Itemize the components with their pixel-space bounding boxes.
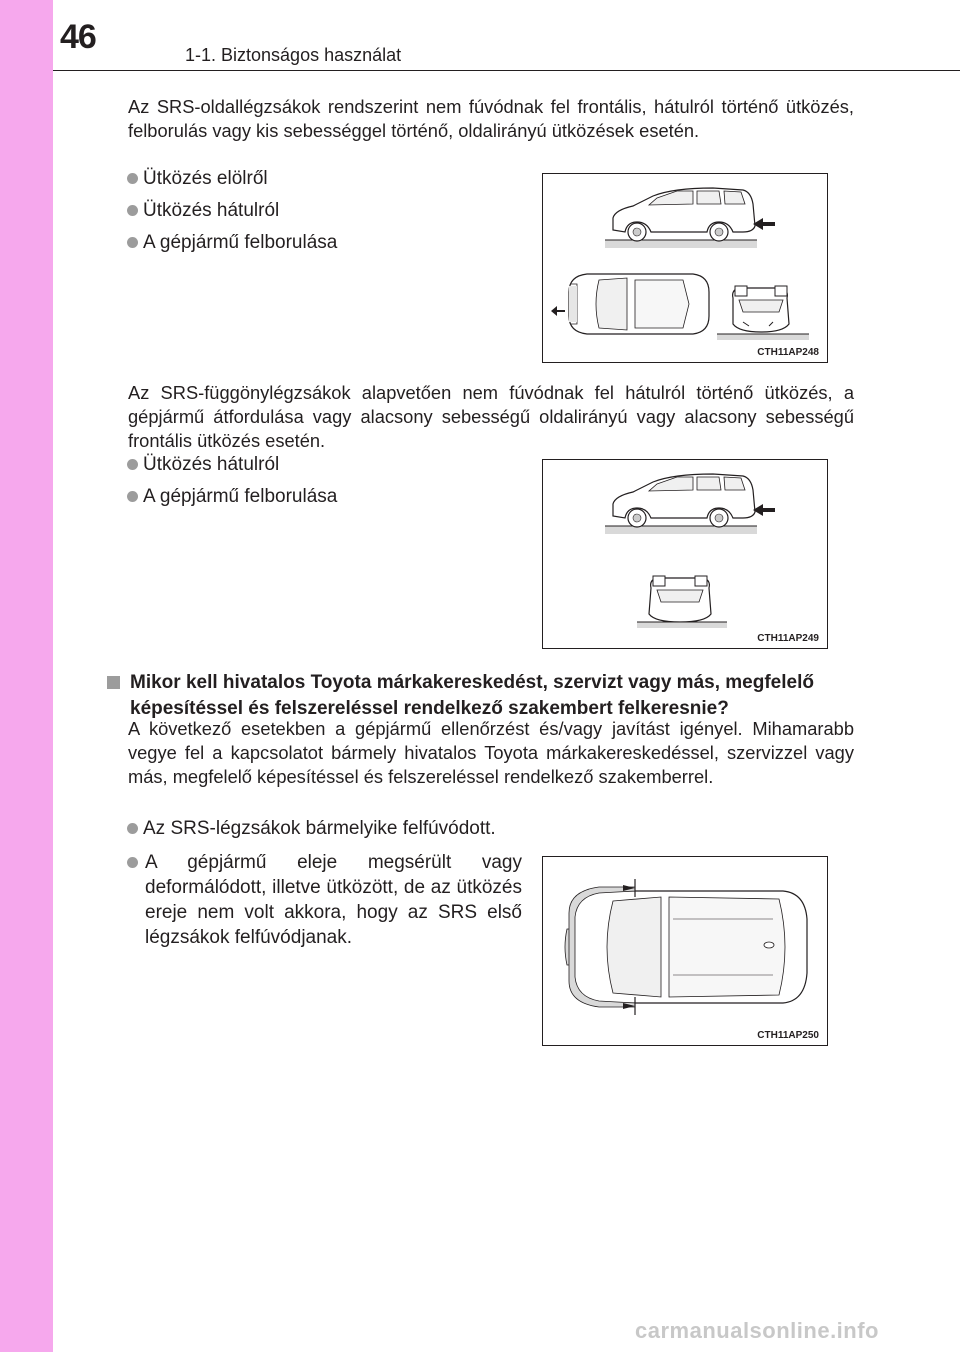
figure-front-damage — [542, 856, 828, 1046]
bullet-text: Az SRS-légzsákok bármelyike felfúvódott. — [143, 818, 496, 839]
list-item — [127, 228, 337, 258]
list-item — [127, 196, 279, 226]
bullet-icon — [127, 173, 138, 184]
bullet-icon — [127, 237, 138, 248]
paragraph-service: A következő esetekben a gépjármű ellenőrzést és/vagy javítást igényel. Mihamarabb vegye fel a kapcsolatot bármely hivatalos Toyota márkakereskedéssel, szervizzel vagy más, megfelelő képesítéssel és felszereléssel rendelkező szakemberrel. — [128, 718, 854, 787]
bullet-icon — [127, 205, 138, 216]
bullet-text: Ütközés elölről — [143, 168, 268, 189]
paragraph-curtain-airbags: Az SRS-függönylégzsákok alapvetően nem fúvódnak fel hátulról történő ütközés, a gépjármű átfordulása vagy alacsony sebességű oldalirányú vagy alacsony sebességű frontális ütközés esetén. — [128, 382, 854, 451]
header-divider — [53, 70, 960, 71]
bullet-icon — [127, 491, 138, 502]
list-item — [127, 814, 496, 844]
figure-code: CTH11AP249 — [757, 633, 819, 644]
list-item — [127, 482, 337, 512]
list-item — [127, 164, 268, 194]
bullet-text: A gépjármű felborulása — [143, 232, 338, 253]
section-title: 1-1. Biztonságos használat — [185, 45, 402, 65]
bullet-text: A gépjármű felborulása — [143, 486, 338, 507]
heading-text: Mikor kell hivatalos Toyota márkakereskedést, szervizt vagy más, megfelelő képesítéssel és felszereléssel rendelkező szakembert felkeresnie? — [130, 672, 814, 719]
car-collision-illustration — [543, 460, 829, 650]
figure-code: CTH11AP250 — [757, 1030, 819, 1041]
page-number: 46 — [60, 18, 96, 56]
footer-watermark: carmanualsonline.info — [635, 1318, 879, 1343]
bullet-text: A gépjármű eleje megsérült vagy deformálódott, illetve ütközött, de az ütközés ereje nem volt akkora, hogy az SRS első légzsákok felfúvódjanak. — [145, 852, 522, 948]
figure-code: CTH11AP248 — [757, 347, 819, 358]
car-collision-illustration — [543, 174, 829, 364]
car-top-view-illustration — [543, 857, 829, 1047]
bullet-icon — [127, 857, 138, 868]
paragraph-side-airbags: Az SRS-oldallégzsákok rendszerint nem fúvódnak fel frontális, hátulról történő ütközés, felborulás vagy kis sebességgel történő, oldalirányú ütközések esetén. — [128, 96, 854, 141]
sidebar-tab — [0, 0, 53, 1352]
bullet-text: Ütközés hátulról — [143, 200, 280, 221]
list-item — [127, 850, 522, 950]
bullet-icon — [127, 823, 138, 834]
figure-curtain-airbag-collisions — [542, 459, 828, 649]
figure-side-airbag-collisions — [542, 173, 828, 363]
bullet-text: Ütközés hátulról — [143, 454, 280, 475]
bullet-icon — [127, 459, 138, 470]
heading-square-icon — [107, 676, 120, 689]
list-item — [127, 450, 279, 480]
section-heading — [107, 670, 857, 722]
